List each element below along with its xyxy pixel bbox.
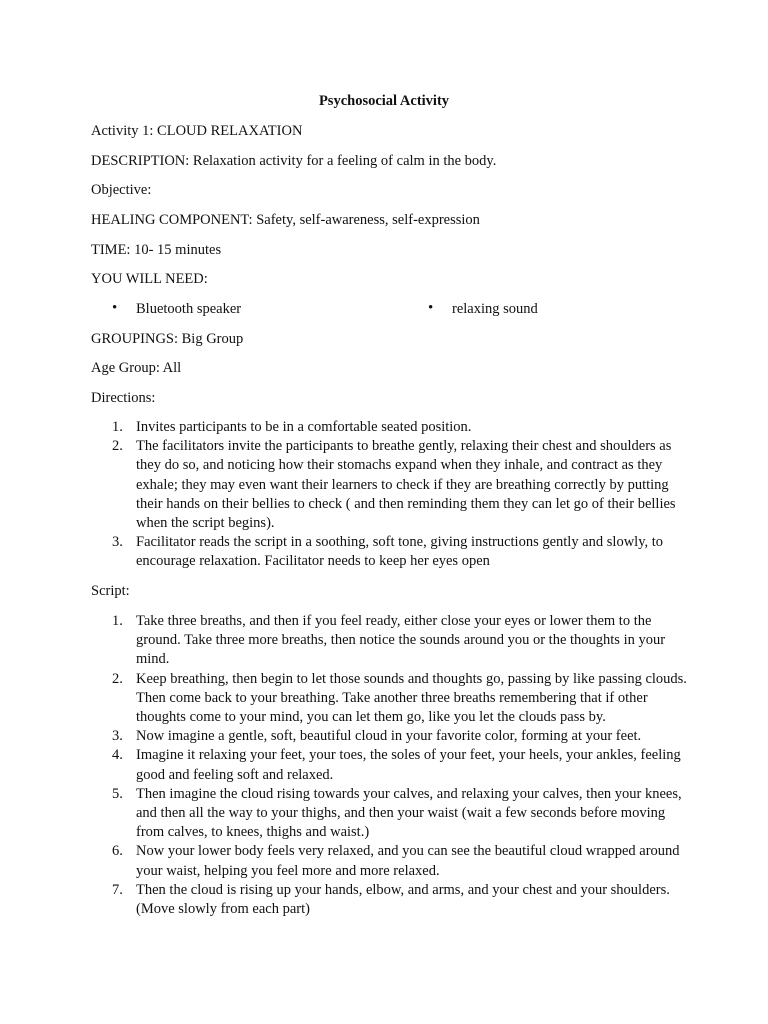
list-number: 2.: [112, 438, 123, 455]
description-line: DESCRIPTION: Relaxation activity for a feeling of calm in the body.: [91, 153, 497, 169]
bullet-icon: •: [112, 300, 118, 316]
list-text: Now imagine a gentle, soft, beautiful cloud in your favorite color, forming at your feet.: [136, 728, 642, 745]
list-item: [91, 437, 691, 533]
list-item: [91, 785, 691, 843]
list-number: 2.: [112, 670, 123, 687]
bullet-icon: •: [428, 300, 434, 316]
script-list: [91, 612, 691, 919]
healing-component-line: HEALING COMPONENT: Safety, self-awareness, self-expression: [91, 212, 480, 228]
list-item: [91, 612, 691, 670]
list-item: [91, 727, 691, 746]
objective-line: Objective:: [91, 182, 152, 198]
list-text: Take three breaths, and then if you feel ready, either close your eyes or lower them to the ground. Take three more breaths, then notice the sounds around you or the thoughts in your mind.: [136, 613, 666, 668]
list-number: 6.: [112, 843, 123, 860]
list-text: Then the cloud is rising up your hands, elbow, and arms, and your chest and your shoulders. (Move slowly from each part): [136, 881, 670, 918]
list-number: 1.: [112, 419, 123, 435]
list-item: [91, 533, 691, 571]
list-item: [91, 842, 691, 880]
list-item: [91, 670, 691, 728]
list-number: 4.: [112, 747, 123, 764]
need-item-sound: relaxing sound: [452, 301, 538, 317]
groupings-line: GROUPINGS: Big Group: [91, 331, 244, 347]
list-text: Invites participants to be in a comfortable seated position.: [136, 419, 472, 435]
list-item: [91, 746, 691, 784]
list-text: Facilitator reads the script in a soothing, soft tone, giving instructions gently and slowly, to encourage relaxation. Facilitator needs to keep her eyes open: [136, 534, 664, 570]
list-text: The facilitators invite the participants to breathe gently, relaxing their chest and shoulders as they do so, and noticing how their stomachs expand when they inhale, and contract as they exhale; they may even want their learners to check if they are breathing correctly by putting their hands on their bellies to check ( and then reminding them they can let go of their bellies when the script begins).: [136, 438, 676, 532]
list-text: Now your lower body feels very relaxed, and you can see the beautiful cloud wrapped around your waist, helping you feel more and more relaxed.: [136, 843, 680, 879]
need-item-speaker: Bluetooth speaker: [136, 301, 242, 317]
age-group-line: Age Group: All: [91, 360, 182, 376]
list-item: [91, 418, 691, 437]
list-number: 1.: [112, 613, 123, 629]
list-item: [91, 881, 691, 919]
list-text: Keep breathing, then begin to let those sounds and thoughts go, passing by like passing clouds. Then come back to your breathing. Take another three breaths remembering that if other thoughts come to your mind, you can let them go, like you let the clouds pass by.: [136, 670, 687, 726]
list-text: Then imagine the cloud rising towards your calves, and relaxing your calves, then your knees, and then all the way to your thighs, and then your waist (wait a few seconds before moving from calves, to knees, thighs and waist.): [136, 785, 682, 841]
time-line: TIME: 10- 15 minutes: [91, 242, 222, 258]
you-will-need-label: YOU WILL NEED:: [91, 271, 208, 287]
directions-label: Directions:: [91, 390, 156, 406]
list-text: Imagine it relaxing your feet, your toes, the soles of your feet, your heels, your ankles, feeling good and feeling soft and relaxed.: [136, 747, 681, 783]
list-number: 5.: [112, 785, 123, 802]
list-number: 3.: [112, 728, 123, 745]
script-label: Script:: [91, 583, 130, 599]
list-number: 7.: [112, 881, 123, 898]
list-number: 3.: [112, 534, 123, 551]
document-title: Psychosocial Activity: [318, 93, 450, 109]
directions-list: [91, 418, 691, 572]
activity-line: Activity 1: CLOUD RELAXATION: [91, 123, 303, 139]
